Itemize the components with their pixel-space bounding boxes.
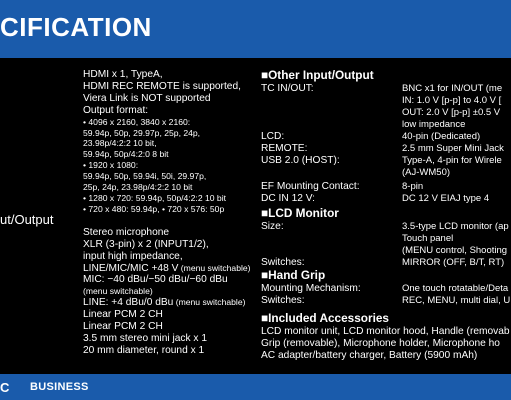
io-spec-text: • 1280 x 720: 59.94p, 50p/4:2:2 10 bit: [83, 192, 227, 203]
io-spec-text: 59.94p, 50p/4:2:0 8 bit: [83, 149, 169, 160]
page-title: CIFICATION: [0, 12, 152, 42]
lcd-size-label: Size:: [261, 221, 284, 232]
tc-value-4: low impedance: [402, 119, 466, 130]
grip-switches-label: Switches:: [261, 295, 305, 306]
section-accessories-title: ■Included Accessories: [261, 311, 389, 325]
io-spec-line: [83, 193, 255, 204]
io-spec-text: 23.98p/4:2:2 10 bit,: [83, 138, 157, 149]
io-spec-text: MIC: −40 dBu/−50 dBu/−60 dBu: [83, 274, 228, 286]
io-spec-line: [83, 321, 255, 333]
io-spec-text: 59.94p, 50p, 29.97p, 25p, 24p,: [83, 127, 201, 138]
io-spec-text: XLR (3-pin) x 2 (INPUT1/2),: [83, 238, 209, 250]
io-spec-text: • 720 x 480: 59.94p, • 720 x 576: 50p: [83, 203, 225, 214]
category-label: ut/Output: [0, 212, 54, 227]
lcd-switches-value: MIRROR (OFF, B/T, RT): [402, 257, 505, 268]
footer-bar: [0, 374, 511, 400]
grip-mount-label: Mounting Mechanism:: [261, 283, 361, 294]
ef-value: 8-pin: [402, 181, 424, 192]
usb-label: USB 2.0 (HOST):: [261, 155, 340, 166]
business-label: BUSINESS: [30, 381, 89, 393]
tc-value-1: BNC x1 for IN/OUT (me: [402, 83, 503, 94]
io-spec-text: Linear PCM 2 CH: [83, 309, 163, 321]
io-spec-line: [83, 251, 255, 263]
io-spec-line: [83, 69, 255, 81]
io-spec-line: [83, 345, 255, 357]
io-spec-line: [83, 149, 255, 160]
io-spec-line: [83, 263, 255, 275]
io-spec-column: [83, 69, 255, 357]
io-spec-note: (menu switchable): [173, 297, 246, 308]
tc-value-3: OUT: 2.0 V [p-p] ±0.5 V: [402, 107, 501, 118]
usb-value-2: (AJ-WM50): [402, 167, 451, 178]
io-spec-text: • 1920 x 1080:: [83, 160, 139, 171]
io-spec-text: Stereo microphone: [83, 226, 170, 238]
lcd-label: LCD:: [261, 131, 285, 142]
io-spec-line: [83, 286, 255, 297]
io-spec-line: [83, 297, 255, 309]
grip-mount-value: One touch rotatable/Deta: [402, 283, 509, 294]
accessories-list: [261, 326, 510, 363]
io-spec-text: Linear PCM 2 CH: [83, 321, 163, 333]
accessories-line-1: LCD monitor unit, LCD monitor hood, Handle (removab: [261, 326, 510, 337]
io-spec-line: [83, 138, 255, 149]
usb-value-1: Type-A, 4-pin for Wirele: [402, 155, 502, 166]
io-spec-line: [83, 182, 255, 193]
io-spec-line: [83, 227, 255, 239]
accessories-line-2: Grip (removable), Microphone holder, Microphone ho: [261, 338, 500, 350]
io-spec-note: (menu switchable): [178, 262, 251, 273]
io-spec-text: 3.5 mm stereo mini jack x 1: [83, 332, 207, 344]
io-spec-text: LINE: +4 dBu/0 dBu: [83, 297, 174, 309]
io-spec-line: [83, 105, 255, 117]
io-spec-line: [83, 128, 255, 139]
lcd-size-value-1: 3.5-type LCD monitor (ap: [402, 221, 509, 232]
io-spec-text: 25p, 24p, 23.98p/4:2:2 10 bit: [83, 182, 193, 193]
io-spec-text: • 4096 x 2160, 3840 x 2160:: [83, 116, 191, 127]
tc-value-2: IN: 1.0 V [p-p] to 4.0 V [: [402, 95, 502, 106]
io-spec-line: [83, 81, 255, 93]
io-spec-text: Output format:: [83, 104, 149, 116]
io-spec-line: [83, 309, 255, 321]
lcd-size-value-2: Touch panel: [402, 233, 454, 244]
io-spec-line: [83, 171, 255, 182]
accessories-line-3: AC adapter/battery charger, Battery (5900 mAh): [261, 350, 478, 362]
io-spec-text: LINE/MIC/MIC +48 V: [83, 262, 179, 274]
io-spec-text: input high impedance,: [83, 250, 183, 262]
io-spec-text: Viera Link is NOT supported: [83, 92, 211, 104]
io-spec-text: HDMI x 1, TypeA,: [83, 69, 163, 80]
lcd-size-value-3: (MENU control, Shooting: [402, 245, 508, 256]
section-lcd-monitor-title: ■LCD Monitor: [261, 206, 339, 220]
io-spec-line: [83, 239, 255, 251]
io-spec-text: HDMI REC REMOTE is supported,: [83, 80, 241, 92]
remote-label: REMOTE:: [261, 143, 308, 154]
section-other-io-title: ■Other Input/Output: [261, 68, 374, 82]
io-spec-line: [83, 333, 255, 345]
grip-switches-value: REC, MENU, multi dial, U: [402, 295, 511, 306]
io-spec-text: 20 mm diameter, round x 1: [83, 344, 205, 356]
io-spec-line: [83, 274, 255, 286]
io-spec-line: [83, 93, 255, 105]
dc-value: DC 12 V EIAJ type 4: [402, 193, 490, 204]
io-spec-line: [83, 204, 255, 215]
header-bar: [0, 0, 511, 58]
dc-label: DC IN 12 V:: [261, 193, 315, 204]
lcd-value: 40-pin (Dedicated): [402, 131, 481, 142]
lcd-switches-label: Switches:: [261, 257, 305, 268]
io-spec-text: (menu switchable): [83, 286, 153, 297]
ef-label: EF Mounting Contact:: [261, 181, 360, 192]
io-spec-line: [83, 160, 255, 171]
section-hand-grip-title: ■Hand Grip: [261, 268, 326, 282]
io-spec-text: 59.94p, 50p, 59.94i, 50i, 29.97p,: [83, 171, 207, 182]
tc-label: TC IN/OUT:: [261, 83, 314, 94]
remote-value: 2.5 mm Super Mini Jack: [402, 143, 504, 154]
io-spec-line: [83, 117, 255, 128]
brand-logo: C: [0, 380, 10, 395]
